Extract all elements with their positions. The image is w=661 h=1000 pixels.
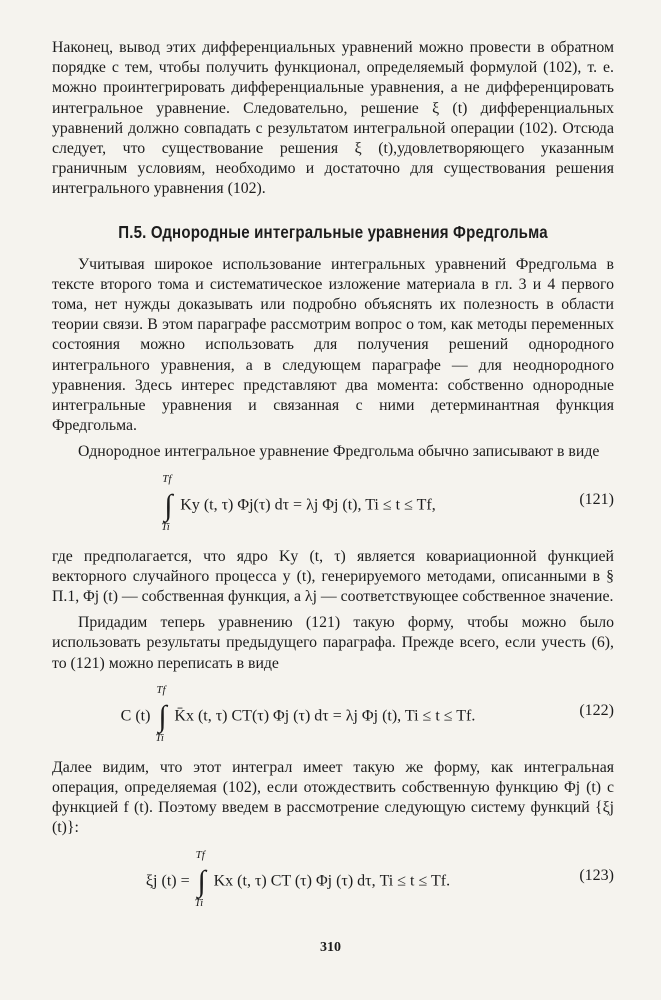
equation-121-text: Ky (t, τ) Φj(τ) dτ = λj Φj (t), Ti ≤ t ≤ Tf, — [180, 496, 436, 514]
paragraph-rewrite: Придадим теперь уравнению (121) такую форму, чтобы можно было использовать результаты предыдущего параграфа. Прежде всего, если учесть (6), то (121) можно переписать в виде — [52, 614, 614, 672]
paragraph-intro: Учитывая широкое использование интегральных уравнений Фредгольма в тексте второго тома и систематическое изложение материала в гл. 3 и 4 первого тома, нет нужды доказывать или подробно объяснять их полезность в области теории связи. В этом параграфе рассмотрим вопрос о том, как методы переменных состояния можно использовать для получения решений однородного интегрального уравнения, а в следующем параграфе — для неоднородного уравнения. Здесь интерес представляют два момента: собственно однородные интегральные уравнения и связанная с ними детерминантная функция Фредгольма. — [52, 255, 614, 435]
integral-lower-limit: Ti — [155, 731, 164, 744]
equation-123-prefix: ξj (t) = — [145, 872, 190, 890]
page-number: 310 — [320, 940, 341, 955]
integral-lower-limit: Ti — [194, 896, 204, 909]
integral-lower-limit: Ti — [161, 520, 170, 533]
integral-sign: ∫ Tf Ti — [194, 848, 206, 909]
equation-121 — [52, 471, 614, 537]
equation-122-prefix: C (t) — [120, 707, 151, 725]
equation-122 — [52, 682, 614, 748]
equation-123-number: (123) — [579, 866, 614, 884]
page-content — [52, 38, 614, 923]
equation-123-body — [52, 848, 544, 909]
integral-upper-limit: Tf — [195, 848, 205, 861]
equation-122-number: (122) — [579, 701, 614, 719]
paragraph-kernel: где предполагается, что ядро Ky (t, τ) является ковариационной функцией векторного случайного процесса y (t), генерируемого методами, описанными в § П.1, Φj (t) — собственная функция, а λj — соответствующее собственное значение. — [52, 547, 614, 606]
integral-upper-limit: Tf — [156, 683, 166, 696]
paragraph-conclusion: Наконец, вывод этих дифференциальных уравнений можно провести в обратном порядке с тем, чтобы получить функционал, определяемый формулой (102), т. е. можно проинтегрировать дифференциальные уравнения, а не дифференцировать интегральное уравнение. Следовательно, решение ξ (t) дифференциальных уравнений должно совпадать с результатом интегральной операции (102). Отсюда следует, что существование решения ξ (t),удовлетворяющего указанным граничным условиям, необходимо и достаточно для существования решения интегрального уравнения (102). — [52, 39, 614, 198]
equation-121-body — [52, 472, 544, 533]
section-title: П.5. Однородные интегральные уравнения Фредгольма — [118, 221, 548, 242]
equation-123-text: Kx (t, τ) CT (τ) Φj (τ) dτ, Ti ≤ t ≤ Tf. — [213, 872, 451, 890]
equation-122-text: K̄x (t, τ) CT(τ) Φj (τ) dτ = λj Φj (t), Ti ≤ t ≤ Tf. — [174, 707, 476, 725]
integral-sign: ∫ Tf Ti — [161, 472, 173, 533]
equation-121-number: (121) — [579, 490, 614, 508]
paragraph-homogeneous: Однородное интегральное уравнение Фредгольма обычно записывают в виде — [78, 443, 600, 461]
equation-123 — [52, 847, 614, 913]
integral-upper-limit: Tf — [162, 472, 172, 485]
paragraph-identify: Далее видим, что этот интеграл имеет такую же форму, как интегральная операция, определяемая (102), если отождествить собственную функцию Φj (t) с функцией f (t). Поэтому введем в рассмотрение следующую систему функций {ξj (t)}: — [52, 758, 614, 837]
integral-sign: ∫ Tf Ti — [155, 683, 167, 744]
equation-122-body — [52, 683, 544, 744]
